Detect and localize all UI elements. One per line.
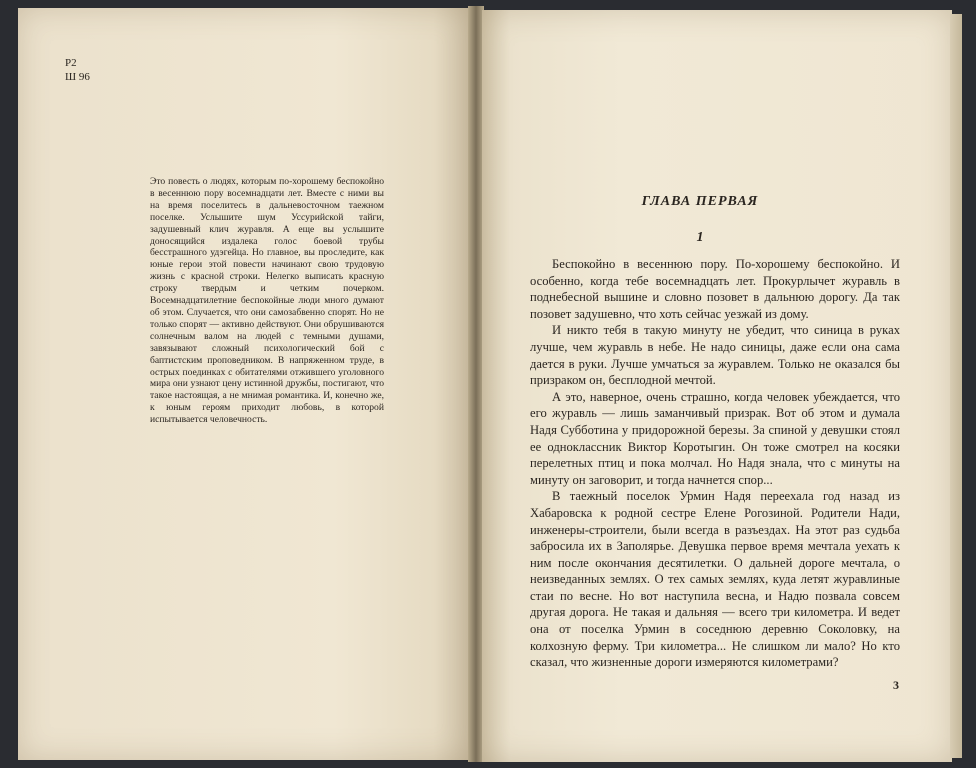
section-number: 1 (696, 230, 704, 245)
paragraph: А это, наверное, очень страшно, когда человек убеждается, что его журавль — лишь заманчивый призрак. Вот об этом и думала Надя Субботина у придорожной березы. За спиной у девушки стоял ее одноклассник Виктор Коротыгин. Он тоже смотрел на косяки перелетных птиц и пока молчал. Но Надя знала, что с минуты на минуту он заговорит, и тогда начнется спор... (530, 389, 900, 487)
chapter-title: ГЛАВА ПЕРВАЯ (641, 194, 759, 209)
paragraph: Беспокойно в весеннюю пору. По-хорошему беспокойно. И особенно, когда тебе восемнадцать лет. Прокурлычет журавль в поднебесной вышине и словно позовет в дальнюю дорогу. Да так позовет задушевно, что хоть сейчас уезжай из дому. (530, 257, 900, 321)
chapter-body (530, 256, 900, 671)
page-number: 3 (893, 678, 899, 692)
paragraph: В таежный поселок Урмин Надя переехала год назад из Хабаровска к родной сестре Елене Рогозиной. Родители Нади, инженеры-строители, были всегда в разъездах. На этот раз судьба забросила их в Заполярье. Девушка первое время мечтала уехать к ним после окончания десятилетки. О дальней дороге мечтала, о неизведанных землях. О тех самых землях, куда летят журавлиные стаи по весне. Но вот наступила весна, и Надю позвала совсем другая дорога. Не такая и дальняя — всего три километра. И ведет она от поселка Урмин в соседнюю деревню Соколовку, на колхозную ферму. Три километра... Не слишком ли мало? Но кто сказал, что жизненные дороги измеряются километрами? (530, 489, 900, 670)
library-code-line: Р2 (65, 57, 77, 69)
page-edges (950, 14, 962, 758)
library-classification-code (65, 56, 90, 84)
library-code-line: Ш 96 (65, 71, 90, 83)
book-annotation: Это повесть о людях, которым по-хорошему беспокойно в весеннюю пору восемнадцати лет. Вместе с ними вы на время поселитесь в дальневосточном таежном поселке. Услышите шум Уссурийской тайги, задушевный клич журавля. А еще вы услышите доносящийся издалека голос боевой трубы бесстрашного удэгейца. Но главное, вы проследите, как юные герои этой повести начинают свою трудовую жизнь с красной строки. Нелегко выписать красную строку твердым и четким почерком. Восемнадцатилетние беспокойные люди много думают об этом. Случается, что они самозабвенно спорят. Но не только спорят — активно действуют. Они обрушиваются солнечным валом на людей с темными душами, завязывают сложный психологический бой с баптистским проповедником. В напряженном труде, в острых поединках с обитателями отжившего уголовного мира они узнают цену истинной дружбы, постигают, что такое настоящая, а не мнимая романтика. И, конечно же, к юным героям приходит любовь, в которой испытывается человечность. (150, 176, 384, 426)
paragraph: И никто тебя в такую минуту не убедит, что синица в руках лучше, чем журавль в небе. Не надо синицы, даже если она сама дается в руки. Лучше умчаться за журавлем. Только не оказался бы призраком он, бесплодной мечтой. (530, 323, 900, 388)
